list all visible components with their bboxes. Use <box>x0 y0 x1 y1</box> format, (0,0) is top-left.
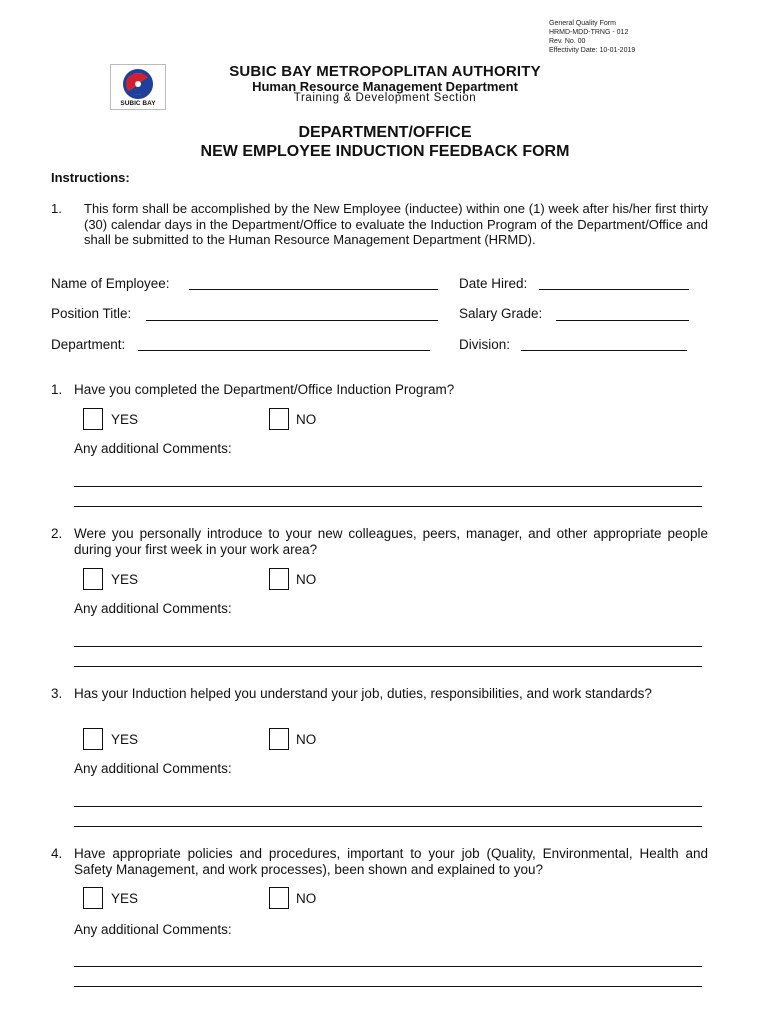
q2-no-label: NO <box>296 572 317 587</box>
q4-comment-line-1[interactable] <box>74 965 702 967</box>
q1-comments-label: Any additional Comments: <box>74 441 232 456</box>
q2-comments-label: Any additional Comments: <box>74 601 232 616</box>
section-name: Training & Development Section <box>293 92 477 104</box>
form-title-line1: DEPARTMENT/OFFICE <box>298 124 472 141</box>
q1-no-label: NO <box>296 412 317 427</box>
q4-yes-checkbox[interactable] <box>83 887 103 909</box>
instructions-heading: Instructions: <box>51 170 130 185</box>
position-title-field[interactable] <box>146 319 438 321</box>
q2-no-checkbox[interactable] <box>269 568 289 590</box>
position-title-label: Position Title: <box>51 306 132 321</box>
q1-comment-line-2[interactable] <box>74 505 702 507</box>
q3-no-checkbox[interactable] <box>269 728 289 750</box>
date-hired-label: Date Hired: <box>459 276 528 291</box>
salary-grade-label: Salary Grade: <box>459 306 543 321</box>
q4-no-label: NO <box>296 891 317 906</box>
department-label: Department: <box>51 337 126 352</box>
q1-yes-checkbox[interactable] <box>83 408 103 430</box>
organization-name: SUBIC BAY METROPOPLITAN AUTHORITY <box>229 63 541 80</box>
question-1-number: 1. <box>51 382 63 397</box>
name-label: Name of Employee: <box>51 276 170 291</box>
q2-comment-line-2[interactable] <box>74 665 702 667</box>
document-control-info <box>549 19 635 55</box>
division-label: Division: <box>459 337 511 352</box>
form-title-line2: NEW EMPLOYEE INDUCTION FEEDBACK FORM <box>200 143 570 160</box>
q4-no-checkbox[interactable] <box>269 887 289 909</box>
q3-comment-line-2[interactable] <box>74 825 702 827</box>
q4-comment-line-2[interactable] <box>74 985 702 987</box>
date-hired-field[interactable] <box>539 288 689 290</box>
q2-comment-line-1[interactable] <box>74 645 702 647</box>
q3-comment-line-1[interactable] <box>74 805 702 807</box>
department-name: Human Resource Management Department <box>252 79 518 94</box>
salary-grade-field[interactable] <box>556 319 689 321</box>
q1-no-checkbox[interactable] <box>269 408 289 430</box>
q3-yes-label: YES <box>111 732 139 747</box>
q2-yes-checkbox[interactable] <box>83 568 103 590</box>
form-type: General Quality Form <box>549 20 616 27</box>
q4-comments-label: Any additional Comments: <box>74 922 232 937</box>
form-code: HRMD-MDD-TRNG - 012 <box>549 29 629 36</box>
name-field[interactable] <box>189 288 438 290</box>
department-field[interactable] <box>138 349 430 351</box>
q1-comment-line-1[interactable] <box>74 485 702 487</box>
effectivity-date: Effectivity Date: 10-01-2019 <box>549 47 636 54</box>
q3-comments-label: Any additional Comments: <box>74 761 232 776</box>
q4-yes-label: YES <box>111 891 139 906</box>
q1-yes-label: YES <box>111 412 139 427</box>
division-field[interactable] <box>521 349 687 351</box>
question-3-text: Has your Induction helped you understand your job, duties, responsibilities, and work standards? <box>74 686 652 701</box>
question-2-text: Were you personally introduce to your new colleagues, peers, manager, and other appropriate people during your first week in your work area? <box>74 526 708 557</box>
instruction-number: 1. <box>51 201 62 216</box>
question-4-text: Have appropriate policies and procedures, important to your job (Quality, Environmental, Health and Safety Management, and work processes), been shown and explained to you? <box>74 846 708 877</box>
q3-no-label: NO <box>296 732 317 747</box>
q2-yes-label: YES <box>111 572 139 587</box>
q3-yes-checkbox[interactable] <box>83 728 103 750</box>
question-1-text: Have you completed the Department/Office Induction Program? <box>74 382 455 397</box>
question-3-number: 3. <box>51 686 63 701</box>
revision-number: Rev. No. 00 <box>549 38 586 45</box>
question-4-number: 4. <box>51 846 63 861</box>
instruction-text: This form shall be accomplished by the New Employee (inductee) within one (1) week after his/her first thirty (30) calendar days in the Department/Office to evaluate the Induction Program of the Department/Office and shall be submitted to the Human Resource Management Department (HRMD). <box>84 201 708 247</box>
question-2-number: 2. <box>51 526 63 541</box>
logo-text: SUBIC BAY <box>120 100 156 107</box>
